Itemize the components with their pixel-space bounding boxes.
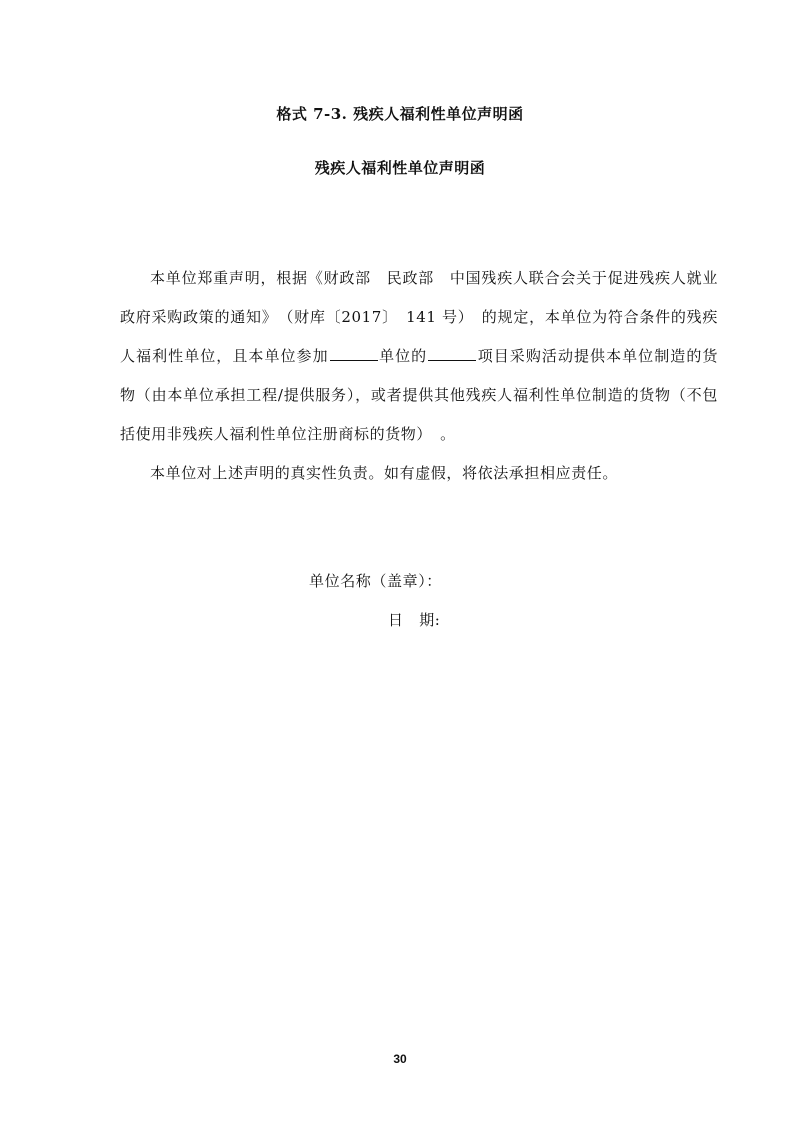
paragraph-text-part1: 本单位郑重声明，根据《财政部 民政部 中国残疾人联合会关于促进残疾人就业政府采购政策的通知》 （财库〔2017〕 141 号） 的规定，本单位为符合条件的残疾人福利性单位，且本单位参加 xyxy=(120,269,718,365)
signature-label: 单位名称（盖章）： xyxy=(309,572,442,590)
declaration-paragraph xyxy=(120,259,718,454)
date-label: 日 期: xyxy=(388,611,441,629)
paragraph-text-part2: 单位的 xyxy=(378,347,428,365)
format-heading: 格式 7-3. 残疾人福利性单位声明函 xyxy=(276,105,524,123)
page-number: 30 xyxy=(393,1052,407,1066)
paragraph-text-part3: 项目采购活动提供本单位制造的货物（由本单位承担工程/提供服务），或者提供其他残疾人福利性单位制造的货物（不包括使用非残疾人福利性单位注册商标的货物） 。 xyxy=(120,347,718,443)
unit-name-blank xyxy=(330,346,378,361)
responsibility-paragraph: 本单位对上述声明的真实性负责。如有虚假，将依法承担相应责任。 xyxy=(150,464,619,482)
project-name-blank xyxy=(428,346,476,361)
declaration-body xyxy=(120,259,718,493)
document-title: 残疾人福利性单位声明函 xyxy=(314,159,486,177)
